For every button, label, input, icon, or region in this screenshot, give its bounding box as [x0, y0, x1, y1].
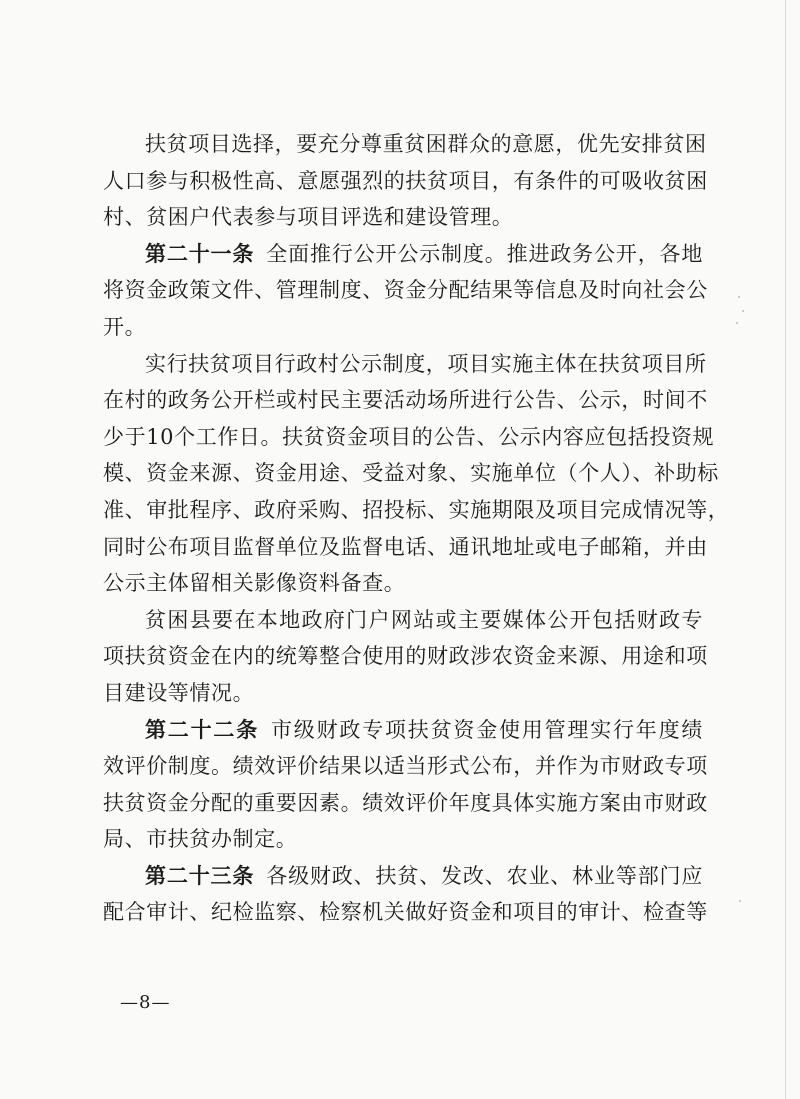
text-line: 人口参与积极性高、意愿强烈的扶贫项目，有条件的可吸收贫困 [103, 168, 708, 193]
article-22-text: 市级财政专项扶贫资金使用管理实行年度绩 [271, 717, 703, 742]
text-line: 局、市扶贫办制定。 [103, 827, 298, 852]
text-line: 在村的政务公开栏或村民主要活动场所进行公告、公示，时间不 [103, 388, 708, 413]
text-line: 少于10个工作日。扶贫资金项目的公告、公示内容应包括投资规 [103, 424, 715, 449]
article-22-number: 第二十二条 [145, 716, 259, 742]
text-line: 准、审批程序、政府采购、招投标、实施期限及项目完成情况等， [103, 497, 730, 522]
text-line: 效评价制度。绩效评价结果以适当形式公布，并作为市财政专项 [103, 754, 708, 779]
scan-speck [742, 310, 744, 312]
text-line: 将资金政策文件、管理制度、资金分配结果等信息及时向社会公 [103, 278, 708, 303]
article-21-line [103, 236, 703, 273]
body-text [103, 126, 730, 931]
article-22-line [103, 712, 703, 749]
text-line: 配合审计、纪检监察、检察机关做好资金和项目的审计、检查等 [103, 900, 708, 925]
text-line: 扶贫项目选择，要充分尊重贫困群众的意愿，优先安排贫困 [145, 132, 707, 156]
text-line: 扶贫资金分配的重要因素。绩效评价年度具体实施方案由市财政 [103, 790, 708, 815]
page-number: —8— [120, 992, 171, 1013]
text-line: 模、资金来源、资金用途、受益对象、实施单位（个人）、补助标 [103, 461, 719, 486]
scan-speck [738, 296, 740, 298]
page-edge-line [785, 0, 786, 1099]
article-21-text: 全面推行公开公示制度。推进政务公开，各地 [266, 241, 703, 266]
scan-speck [739, 900, 741, 902]
article-23-line [103, 858, 703, 895]
article-23-text: 各级财政、扶贫、发改、农业、林业等部门应 [266, 863, 703, 888]
text-line: 目建设等情况。 [103, 680, 255, 705]
text-line: 开。 [103, 314, 147, 339]
text-line: 村、贫困户代表参与项目评选和建设管理。 [103, 205, 514, 230]
article-21-number: 第二十一条 [145, 240, 255, 266]
text-line: 贫困县要在本地政府门户网站或主要媒体公开包括财政专 [145, 607, 703, 632]
text-line: 项扶贫资金在内的统筹整合使用的财政涉农资金来源、用途和项 [103, 644, 708, 669]
text-line: 同时公布项目监督单位及监督电话、通讯地址或电子邮箱，并由 [103, 534, 708, 559]
scan-speck [736, 322, 738, 324]
text-line: 实行扶贫项目行政村公示制度，项目实施主体在扶贫项目所 [145, 351, 707, 376]
text-line: 公示主体留相关影像资料备查。 [103, 571, 406, 596]
article-23-number: 第二十三条 [145, 862, 255, 888]
